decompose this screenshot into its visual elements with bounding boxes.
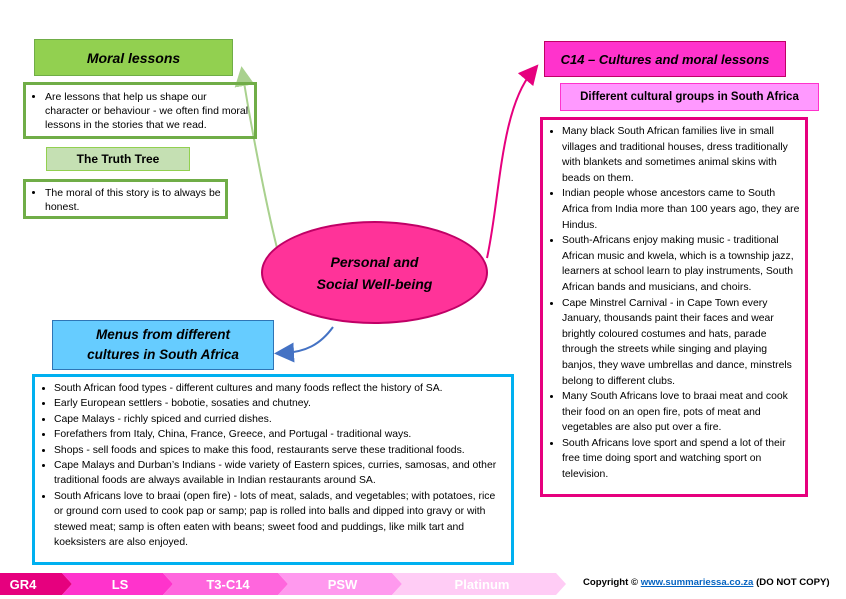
truth-tree-title: The Truth Tree bbox=[76, 152, 160, 166]
center-topic-line1: Personal and bbox=[330, 253, 419, 270]
footer-tag-grade: GR4 bbox=[9, 576, 37, 592]
footer-tag-subject: LS bbox=[111, 576, 129, 592]
list-item: • Many black South African families live in small villages and traditional houses, dress traditionally with blankets and sometimes animal skins with beads on them. bbox=[562, 124, 801, 186]
copyright-prefix: Copyright © bbox=[583, 577, 641, 588]
moral-lessons-title: Moral lessons bbox=[86, 49, 181, 66]
list-item: • South-Africans enjoy making music - traditional African music and kwela, which is a township jazz, learners at school learn to play instruments, South African bands and musicians, and choirs. bbox=[562, 233, 801, 295]
list-item: • Are lessons that help us shape our character or behaviour - we often find moral lessons in the stories that we read. bbox=[45, 90, 250, 133]
copyright-link[interactable]: www.summariessa.co.za bbox=[640, 577, 754, 588]
footer-tag-term: T3-C14 bbox=[206, 576, 250, 592]
list-item: • Indian people whose ancestors came to South Africa from India more than 100 years ago, they are Hindus. bbox=[562, 186, 801, 233]
list-item: • Cape Malays and Durban’s Indians - wide variety of Eastern spices, curries, samosas, and other traditional foods are always available in Indian restaurants around SA. bbox=[54, 458, 505, 489]
list-item: • South African food types - different cultures and many foods reflect the history of SA. bbox=[54, 381, 505, 396]
groups-title: Different cultural groups in South Africa bbox=[580, 91, 799, 103]
list-item: • Cape Malays - richly spiced and curried dishes. bbox=[54, 412, 505, 427]
copyright-suffix: (DO NOT COPY) bbox=[753, 577, 830, 588]
list-item: • Many South Africans love to braai meat and cook their food on an open fire, pots of meat and vegetables are also put over a fire. bbox=[562, 389, 801, 436]
list-item: • South Africans love to braai (open fire) - lots of meat, salads, and vegetables; with potatoes, rice or ground corn used to cook pap or samp; pap is rolled into balls and dipped into gravy or with stewed meat; samp is often eaten with beans; sweet food and puddings, like milk tart and koeksisters are also enjoyed. bbox=[54, 489, 505, 551]
c14-title: C14 – Cultures and moral lessons bbox=[560, 51, 770, 67]
center-topic-line2: Social Well-being bbox=[316, 275, 433, 292]
list-item: • Forefathers from Italy, China, France, Greece, and Portugal - traditional ways. bbox=[54, 427, 505, 442]
list-item: • Shops - sell foods and spices to make this food, restaurants serve these traditional foods. bbox=[54, 443, 505, 458]
menus-title-line1: Menus from different bbox=[95, 327, 230, 342]
copyright bbox=[583, 577, 843, 593]
list-item: • South Africans love sport and spend a lot of their free time doing sport and watching sport on television. bbox=[562, 436, 801, 483]
list-item: • Cape Minstrel Carnival - in Cape Town every January, thousands paint their faces and wear brightly coloured costumes and hats, parade through the streets while singing and playing banjos, they wave umbrellas and dance, minstrels belong to different clubs. bbox=[562, 296, 801, 390]
footer-tag-psw: PSW bbox=[327, 576, 358, 592]
list-item: • Early European settlers - bobotie, sosaties and chutney. bbox=[54, 396, 505, 411]
list-item: • The moral of this story is to always be honest. bbox=[45, 186, 221, 214]
footer-tag-platinum: Platinum bbox=[454, 576, 510, 592]
menus-title-line2: cultures in South Africa bbox=[87, 347, 239, 362]
